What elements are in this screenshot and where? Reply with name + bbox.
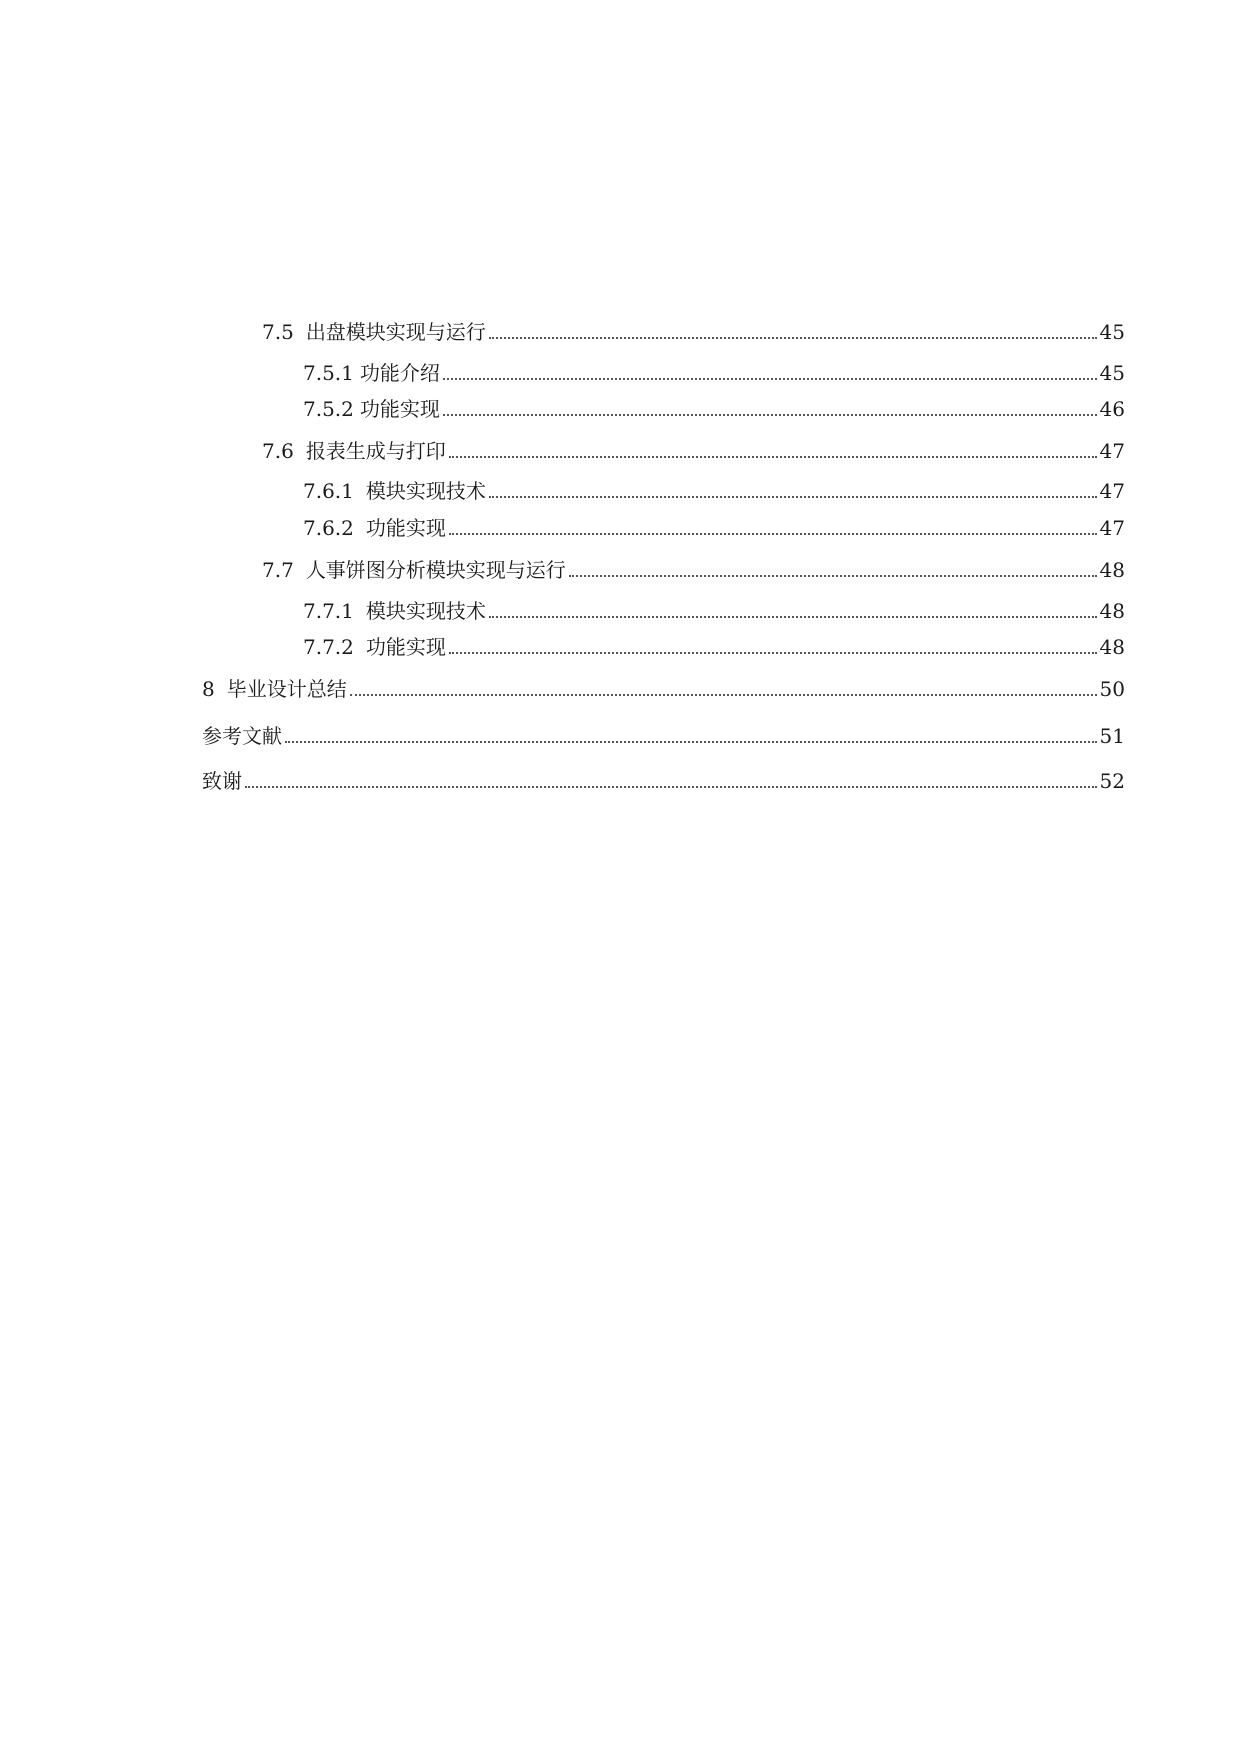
toc-entry-page: 50	[1099, 677, 1125, 701]
toc-entry-acknowledgements[interactable]	[202, 766, 1125, 796]
toc-entry-number: 7.7	[262, 558, 294, 582]
toc-entry-number: 8	[202, 677, 215, 701]
toc-entry-number: 7.5	[262, 320, 294, 344]
toc-entry-number: 7.5.1	[303, 361, 354, 385]
toc-entry-title: 功能介绍	[359, 361, 440, 385]
toc-entry-7-6[interactable]	[262, 436, 1125, 466]
toc-entry-title: 参考文献	[202, 724, 282, 748]
dot-leader	[285, 741, 1097, 743]
toc-entry-page: 47	[1099, 479, 1125, 503]
toc-entry-title: 模块实现技术	[365, 599, 486, 623]
toc-entry-page: 47	[1099, 516, 1125, 540]
toc-entry-page: 52	[1099, 769, 1125, 793]
toc-entry-title: 人事饼图分析模块实现与运行	[305, 558, 566, 582]
toc-entry-number: 7.6.1	[303, 479, 354, 503]
dot-leader	[489, 337, 1097, 339]
toc-entry-8[interactable]	[202, 674, 1125, 704]
toc-entry-7-6-1[interactable]	[303, 476, 1125, 506]
toc-entry-page: 45	[1099, 320, 1125, 344]
toc-entry-7-7[interactable]	[262, 555, 1125, 585]
toc-entry-title: 出盘模块实现与运行	[305, 320, 486, 344]
dot-leader	[569, 575, 1097, 577]
toc-entry-title: 功能实现	[365, 516, 446, 540]
toc-entry-page: 48	[1099, 635, 1125, 659]
toc-entry-title: 功能实现	[359, 397, 440, 421]
dot-leader	[443, 378, 1097, 380]
toc-entry-title: 报表生成与打印	[305, 439, 446, 463]
toc-entry-page: 48	[1099, 599, 1125, 623]
toc-entry-title: 模块实现技术	[365, 479, 486, 503]
dot-leader	[449, 652, 1097, 654]
dot-leader	[489, 616, 1097, 618]
toc-entry-page: 48	[1099, 558, 1125, 582]
toc-entry-page: 46	[1099, 397, 1125, 421]
dot-leader	[449, 533, 1097, 535]
toc-entry-number: 7.7.2	[303, 635, 354, 659]
dot-leader	[245, 786, 1097, 788]
toc-entry-references[interactable]	[202, 721, 1125, 751]
toc-entry-page: 45	[1099, 361, 1125, 385]
toc-entry-title: 致谢	[202, 769, 242, 793]
toc-entry-number: 7.6	[262, 439, 294, 463]
dot-leader	[489, 496, 1097, 498]
toc-entry-title: 毕业设计总结	[226, 677, 347, 701]
toc-entry-page: 47	[1099, 439, 1125, 463]
toc-entry-page: 51	[1099, 724, 1125, 748]
toc-entry-title: 功能实现	[365, 635, 446, 659]
toc-entry-7-5[interactable]	[262, 317, 1125, 347]
toc-entry-7-5-2[interactable]	[303, 394, 1125, 424]
toc-entry-number: 7.6.2	[303, 516, 354, 540]
dot-leader	[350, 694, 1097, 696]
toc-entry-number: 7.7.1	[303, 599, 354, 623]
toc-entry-7-5-1[interactable]	[303, 358, 1125, 388]
toc-entry-number: 7.5.2	[303, 397, 354, 421]
dot-leader	[449, 456, 1097, 458]
dot-leader	[443, 414, 1097, 416]
toc-entry-7-7-1[interactable]	[303, 596, 1125, 626]
toc-entry-7-7-2[interactable]	[303, 632, 1125, 662]
toc-entry-7-6-2[interactable]	[303, 513, 1125, 543]
